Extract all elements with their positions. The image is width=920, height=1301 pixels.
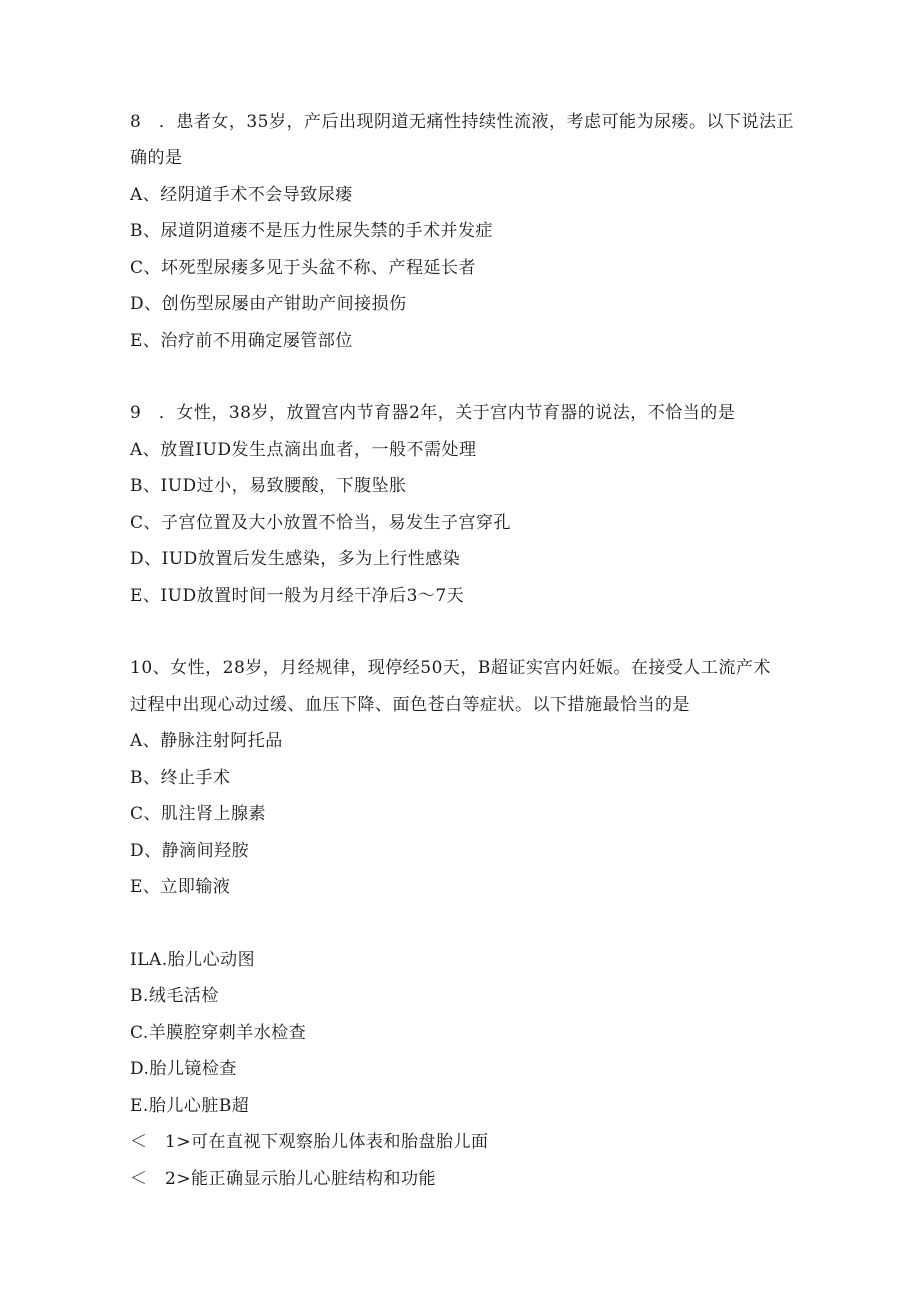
question-11-option-d: D.胎儿镜检查 [130,1059,237,1079]
question-9-option-b: B、IUD过小，易致腰酸，下腹坠胀 [130,476,407,496]
question-9-option-d: D、IUD放置后发生感染，多为上行性感染 [130,549,461,569]
question-9-option-e: E、IUD放置时间一般为月经干净后3～7天 [130,586,465,606]
question-9-option-c: C、子宫位置及大小放置不恰当，易发生子宫穿孔 [130,513,512,533]
question-10-stem-line-2: 过程中出现心动过缓、血压下降、面色苍白等症状。以下措施最恰当的是 [130,695,690,715]
question-10-option-b: B、终止手术 [130,768,231,788]
question-10-option-c: C、肌注肾上腺素 [130,804,267,824]
question-9-option-a: A、放置IUD发生点滴出血者，一般不需处理 [130,440,477,460]
question-8-stem-line-1: 8 ．患者女，35岁，产后出现阴道无痛性持续性流液，考虑可能为尿瘘。以下说法正 [130,112,794,132]
question-8-stem-line-2: 确的是 [130,148,183,168]
question-8-option-d: D、创伤型尿屡由产钳助产间接损伤 [130,294,407,314]
question-10-option-d: D、静滴间羟胺 [130,841,250,861]
question-11-subquestion-1: ＜ 1>可在直视下观察胎儿体表和胎盘胎儿面 [130,1132,489,1152]
question-11-option-c: C.羊膜腔穿刺羊水检查 [130,1023,307,1043]
question-8-option-c: C、坏死型尿瘘多见于头盆不称、产程延长者 [130,258,477,278]
question-8-option-a: A、经阴道手术不会导致尿瘘 [130,185,353,205]
question-9-stem-line-1: 9 ．女性，38岁，放置宫内节育器2年，关于宫内节育器的说法，不恰当的是 [130,403,736,423]
question-11-subquestion-2: ＜ 2>能正确显示胎儿心脏结构和功能 [130,1169,437,1189]
question-11-option-e: E.胎儿心脏B超 [130,1096,250,1116]
question-10-option-e: E、立即输液 [130,877,231,897]
question-11-option-a: ILA.胎儿心动图 [130,950,256,970]
question-8-option-b: B、尿道阴道瘘不是压力性尿失禁的手术并发症 [130,221,493,241]
question-8-option-e: E、治疗前不用确定屡管部位 [130,331,353,351]
question-11-option-b: B.绒毛活检 [130,986,219,1006]
question-10-option-a: A、静脉注射阿托品 [130,731,283,751]
question-10-stem-line-1: 10、女性，28岁，月经规律，现停经50天，B超证实宫内妊娠。在接受人工流产术 [130,658,771,678]
